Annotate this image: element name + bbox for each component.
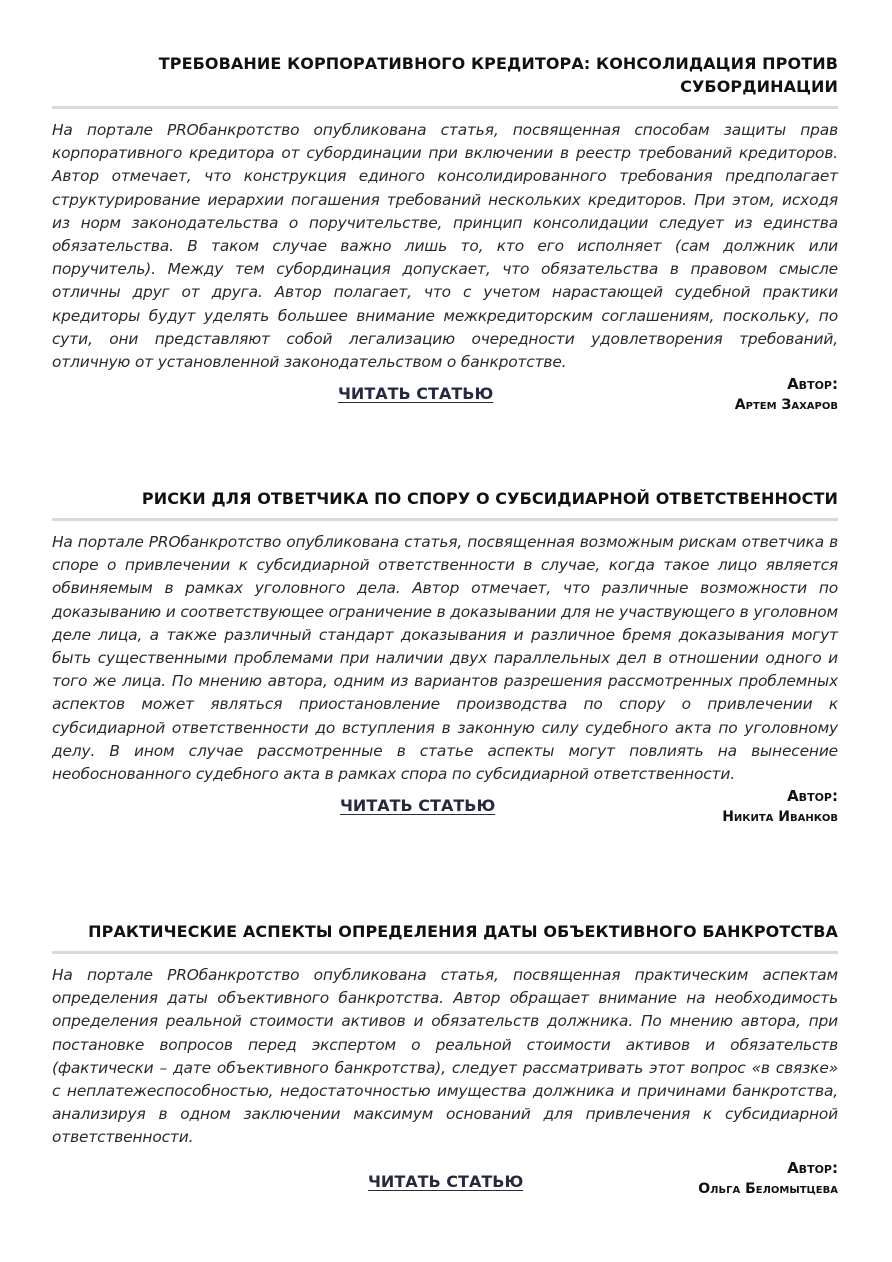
article-summary: На портале PROбанкротство опубликована статья, посвященная способам защиты прав корпоративного кредитора от субординации при включении в реестр требований кредиторов. Автор отмечает, что конструкция единого консолидированного требования предполагает структурирование иерархии погашения требований нескольких кредиторов. При этом, исходя из норм законодательства о поручительстве, принцип консолидации следует из единства обязательства. В таком случае важно лишь то, кто его исполняет (сам должник или поручитель). Между тем субординация допускает, что обязательства в правовом смысле отличны друг от друга. Автор полагает, что с учетом нарастающей судебной практики кредиторы будут уделять большее внимание межкредиторским соглашениям, поскольку, по сути, они представляют собой легализацию очередности удовлетворения требований, отличную от установленной законодательством о банкротстве.	[52, 121, 838, 372]
read-article-link[interactable]: ЧИТАТЬ СТАТЬЮ	[340, 796, 496, 816]
author-block	[722, 786, 838, 828]
article-title: ТРЕБОВАНИЕ КОРПОРАТИВНОГО КРЕДИТОРА: КОНСОЛИДАЦИЯ ПРОТИВ СУБОРДИНАЦИИ	[158, 54, 838, 96]
article-summary: На портале PROбанкротство опубликована статья, посвященная практическим аспектам определения даты объективного банкротства. Автор обращает внимание на необходимость определения реальной стоимости активов и обязательств должника. По мнению автора, при постановке вопросов перед экспертом о реальной стоимости активов и обязательств (фактически – дате объективного банкротства), следует рассматривать этот вопрос «в связке» с неплатежеспособностью, недостаточностью имущества должника и причинами банкротства, анализируя в одном заключении максимум оснований для привлечения к субсидиарной ответственности.	[52, 966, 838, 1147]
read-article-link[interactable]: ЧИТАТЬ СТАТЬЮ	[338, 384, 494, 404]
author-block	[735, 374, 838, 416]
author-label: Автор:	[787, 375, 838, 394]
author-label: Автор:	[787, 787, 838, 806]
article-footer	[52, 786, 838, 830]
divider	[52, 518, 838, 521]
article-footer	[52, 374, 838, 418]
divider	[52, 106, 838, 109]
author-block	[698, 1158, 838, 1200]
article-title: РИСКИ ДЛЯ ОТВЕТЧИКА ПО СПОРУ О СУБСИДИАРНОЙ ОТВЕТСТВЕННОСТИ	[141, 489, 838, 508]
article-card	[52, 487, 838, 830]
read-article-link[interactable]: ЧИТАТЬ СТАТЬЮ	[368, 1171, 524, 1191]
divider	[52, 951, 838, 954]
article-title: ПРАКТИЧЕСКИЕ АСПЕКТЫ ОПРЕДЕЛЕНИЯ ДАТЫ ОБЪЕКТИВНОГО БАНКРОТСТВА	[88, 922, 838, 941]
article-card	[52, 52, 838, 418]
author-name: Никита Иванков	[722, 809, 838, 826]
author-name: Артем Захаров	[734, 397, 838, 414]
article-card	[52, 920, 838, 1202]
author-name: Ольга Беломытцева	[698, 1180, 838, 1197]
article-summary: На портале PROбанкротство опубликована статья, посвященная возможным рискам ответчика в споре о привлечении к субсидиарной ответственности в случае, когда такое лицо является обвиняемым в рамках уголовного дела. Автор отмечает, что различные возможности по доказыванию и соответствующее ограничение в доказывании для не участвующего в уголовном деле лица, а также различный стандарт доказывания и различное бремя доказывания могут быть существенными проблемами при наличии двух параллельных дел в отношении одного и того же лица. По мнению автора, одним из вариантов разрешения рассмотренных проблемных аспектов может являться приостановление производства по спору о привлечении к субсидиарной ответственности до вступления в законную силу судебного акта по уголовному делу. В ином случае рассмотренные в статье аспекты могут повлиять на вынесение необоснованного судебного акта в рамках спора по субсидиарной ответственности.	[52, 533, 838, 784]
author-label: Автор:	[787, 1158, 838, 1177]
article-footer	[52, 1158, 838, 1202]
